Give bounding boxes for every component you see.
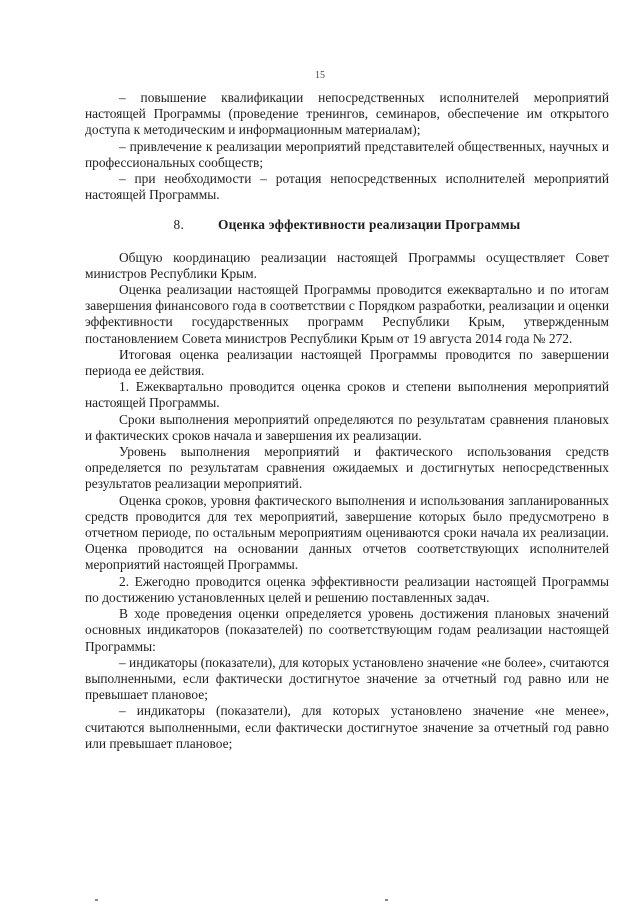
paragraph: Уровень выполнения мероприятий и фактического использования средств определяется по результатам сравнения ожидаемых и достигнутых непосредственных результатов реализации мероприятий. (85, 444, 609, 492)
paragraph: – повышение квалификации непосредственных исполнителей мероприятий настоящей Программы (проведение тренингов, семинаров, обеспечение им открытого доступа к методическим и информационным материалам); (85, 90, 609, 138)
paragraph: Оценка сроков, уровня фактического выполнения и использования запланированных средств проводится для тех мероприятий, завершение которых было предусмотрено в отчетном периоде, по остальным мероприятиям оцениваются сроки начала их реализации. Оценка проводится на основании данных отчетов соответствующих исполнителей мероприятий настоящей Программы. (85, 492, 609, 573)
paragraph: В ходе проведения оценки определяется уровень достижения плановых значений основных индикаторов (показателей) по соответствующим годам реализации настоящей Программы: (85, 606, 609, 654)
paragraph: 1. Ежеквартально проводится оценка сроков и степени выполнения мероприятий настоящей Программы. (85, 379, 609, 411)
section-title: Оценка эффективности реализации Программы (218, 217, 521, 233)
paragraph: – привлечение к реализации мероприятий представителей общественных, научных и профессиональных сообществ; (85, 138, 609, 170)
section-number: 8. (173, 217, 184, 233)
paragraph: – при необходимости – ротация непосредственных исполнителей мероприятий настоящей Программы. (85, 171, 609, 203)
scan-mark (385, 899, 388, 901)
scan-mark (95, 899, 98, 901)
paragraph: – индикаторы (показатели), для которых установлено значение «не менее», считаются выполненными, если фактически достигнутое значение за отчетный год равно или превышает плановое; (85, 703, 609, 751)
section-heading (85, 217, 609, 233)
scan-artifacts (0, 897, 640, 901)
page-number: 15 (315, 70, 325, 81)
paragraph: 2. Ежегодно проводится оценка эффективности реализации настоящей Программы по достижению установленных целей и решению поставленных задач. (85, 573, 609, 605)
paragraph: Сроки выполнения мероприятий определяются по результатам сравнения плановых и фактических сроков начала и завершения их реализации. (85, 411, 609, 443)
document-body (85, 90, 609, 752)
paragraph: – индикаторы (показатели), для которых установлено значение «не более», считаются выполненными, если фактически достигнутое значение за отчетный год равно или не превышает плановое; (85, 654, 609, 703)
paragraph: Общую координацию реализации настоящей Программы осуществляет Совет министров Республики Крым. (85, 249, 609, 281)
paragraph: Итоговая оценка реализации настоящей Программы проводится по завершении периода ее действия. (85, 346, 609, 379)
paragraph: Оценка реализации настоящей Программы проводится ежеквартально и по итогам завершения финансового года в соответствии с Порядком разработки, реализации и оценки эффективности государственных программ Республики Крым, утвержденным постановлением Совета министров Республики Крым от 19 августа 2014 года № 272. (85, 282, 609, 346)
